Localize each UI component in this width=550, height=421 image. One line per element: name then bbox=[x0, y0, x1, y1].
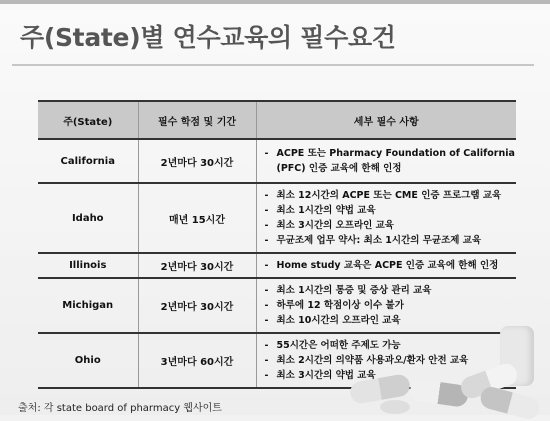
header-requirement: 필수 학점 및 기간 bbox=[138, 101, 256, 139]
detail-item: - 최소 3시간의 약법 교육 bbox=[265, 368, 511, 383]
requirement-cell: 3년마다 60시간 bbox=[138, 333, 256, 388]
details-cell bbox=[256, 278, 516, 333]
state-cell: Idaho bbox=[38, 183, 138, 253]
requirements-table bbox=[38, 100, 516, 389]
details-list bbox=[257, 254, 517, 277]
table-row bbox=[38, 278, 516, 333]
detail-item: - 무균조제 업무 약사: 최소 1시간의 무균조제 교육 bbox=[265, 233, 511, 248]
state-cell: California bbox=[38, 139, 138, 183]
table-header-row bbox=[38, 101, 516, 139]
state-cell: Illinois bbox=[38, 253, 138, 278]
detail-item: - 최소 10시간의 오프라인 교육 bbox=[265, 313, 511, 328]
detail-item: - 최소 12시간의 ACPE 또는 CME 인증 프로그램 교육 bbox=[265, 188, 511, 203]
table-row bbox=[38, 183, 516, 253]
header-state: 주(State) bbox=[38, 101, 138, 139]
requirement-cell: 2년마다 30시간 bbox=[138, 278, 256, 333]
detail-item: - 55시간은 어떠한 주제도 가능 bbox=[265, 338, 511, 353]
detail-item: (PFC) 인증 교육에 한해 인정 bbox=[276, 163, 402, 174]
detail-item: - 최소 1시간의 약법 교육 bbox=[265, 203, 511, 218]
detail-item: - 최소 1시간의 통증 및 증상 관리 교육 bbox=[265, 283, 511, 298]
requirement-cell: 2년마다 30시간 bbox=[138, 139, 256, 183]
header-details: 세부 필수 사항 bbox=[256, 101, 516, 139]
requirement-cell: 매년 15시간 bbox=[138, 183, 256, 253]
requirement-cell: 2년마다 30시간 bbox=[138, 253, 256, 278]
details-list bbox=[257, 142, 517, 180]
table-row bbox=[38, 139, 516, 183]
state-cell: Ohio bbox=[38, 333, 138, 388]
detail-item: - ACPE 또는 Pharmacy Foundation of California bbox=[265, 146, 511, 161]
table-row bbox=[38, 253, 516, 278]
detail-item: - 하루에 12 학점이상 이수 불가 bbox=[265, 298, 511, 313]
source-note: 출처: 각 state board of pharmacy 웹사이트 bbox=[18, 403, 222, 414]
pills-decoration-image bbox=[330, 356, 550, 419]
title-divider bbox=[12, 64, 534, 66]
detail-item: - Home study 교육은 ACPE 인증 교육에 한해 인정 bbox=[265, 258, 511, 273]
details-cell bbox=[256, 183, 516, 253]
details-list bbox=[257, 279, 517, 332]
details-list bbox=[257, 184, 517, 252]
details-cell bbox=[256, 253, 516, 278]
details-cell bbox=[256, 139, 516, 183]
state-cell: Michigan bbox=[38, 278, 138, 333]
slide-title: 주(State)별 연수교육의 필수요건 bbox=[20, 23, 396, 52]
detail-item: - 최소 2시간의 의약품 사용과오/환자 안전 교육 bbox=[265, 353, 511, 368]
detail-item: - 최소 3시간의 오프라인 교육 bbox=[265, 218, 511, 233]
